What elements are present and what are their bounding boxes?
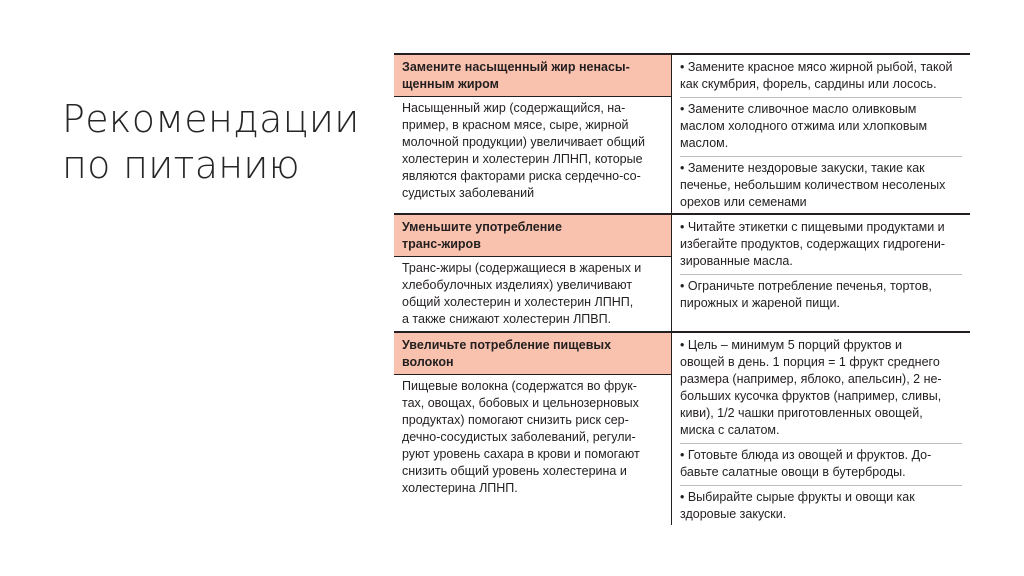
advice-bullet: • Замените нездоровые закуски, такие как печенье, небольшим количеством несоленых орехов или семенами [680, 161, 946, 209]
recommendations-table [394, 53, 970, 525]
row-left-cell [394, 55, 671, 213]
row-description: Пищевые волокна (содержатся во фрук- тах, овощах, бобовых и цельнозерновых продуктах) помогают снизить риск сер- дечно-сосудистых заболеваний, регули- руют уровень сахара в крови и помогают снизить общий уровень холестерина и холестерина ЛПНП. [402, 379, 640, 495]
row-advice-cell [671, 333, 970, 525]
row-advice-cell [671, 215, 970, 331]
slide-title [62, 96, 382, 188]
advice-bullet: • Готовьте блюда из овощей и фруктов. До- бавьте салатные овощи в бутерброды. [680, 447, 962, 486]
table-row-fiber [394, 333, 970, 525]
row-description: Насыщенный жир (содержащийся, на- пример, в красном мясе, сыре, жирной молочной продукции) увеличивает общий холестерин и холестерин ЛПНП, которые являются факторами риска сердечно-со- судистых заболеваний [402, 101, 645, 200]
table-row-trans-fat [394, 215, 970, 333]
advice-bullet: • Выбирайте сырые фрукты и овощи как здоровые закуски. [680, 490, 915, 521]
advice-bullet: • Цель – минимум 5 порций фруктов и овощей в день. 1 порция = 1 фрукт среднего размера (например, яблоко, апельсин), 2 не- больших кусочка фруктов (например, сливы, киви), 1/2 чашки приготовленных овощей, миска с салатом. [680, 337, 962, 444]
advice-bullet: • Замените красное мясо жирной рыбой, такой как скумбрия, форель, сардины или лосось. [680, 59, 962, 98]
advice-bullet: • Ограничьте потребление печенья, тортов, пирожных и жареной пищи. [680, 279, 932, 310]
row-left-cell [394, 333, 671, 525]
row-heading: Уменьшите употребление транс-жиров [394, 215, 671, 257]
row-advice-cell [671, 55, 970, 213]
slide-title-line-2: по питанию [62, 143, 300, 187]
slide-title-line-1: Рекомендации [62, 97, 360, 141]
row-left-cell [394, 215, 671, 331]
advice-bullet: • Замените сливочное масло оливковым маслом холодного отжима или хлопковым маслом. [680, 101, 962, 157]
advice-bullet: • Читайте этикетки с пищевыми продуктами и избегайте продуктов, содержащих гидрогени- зированные масла. [680, 219, 962, 275]
row-description: Транс-жиры (содержащиеся в жареных и хлебобулочных изделиях) увеличивают общий холестерин и холестерин ЛПНП, а также снижают холестерин ЛПВП. [402, 261, 642, 326]
table-row-saturated-fat [394, 55, 970, 215]
row-heading: Замените насыщенный жир ненасы- щенным жиром [394, 55, 671, 97]
row-heading: Увеличьте потребление пищевых волокон [394, 333, 671, 375]
